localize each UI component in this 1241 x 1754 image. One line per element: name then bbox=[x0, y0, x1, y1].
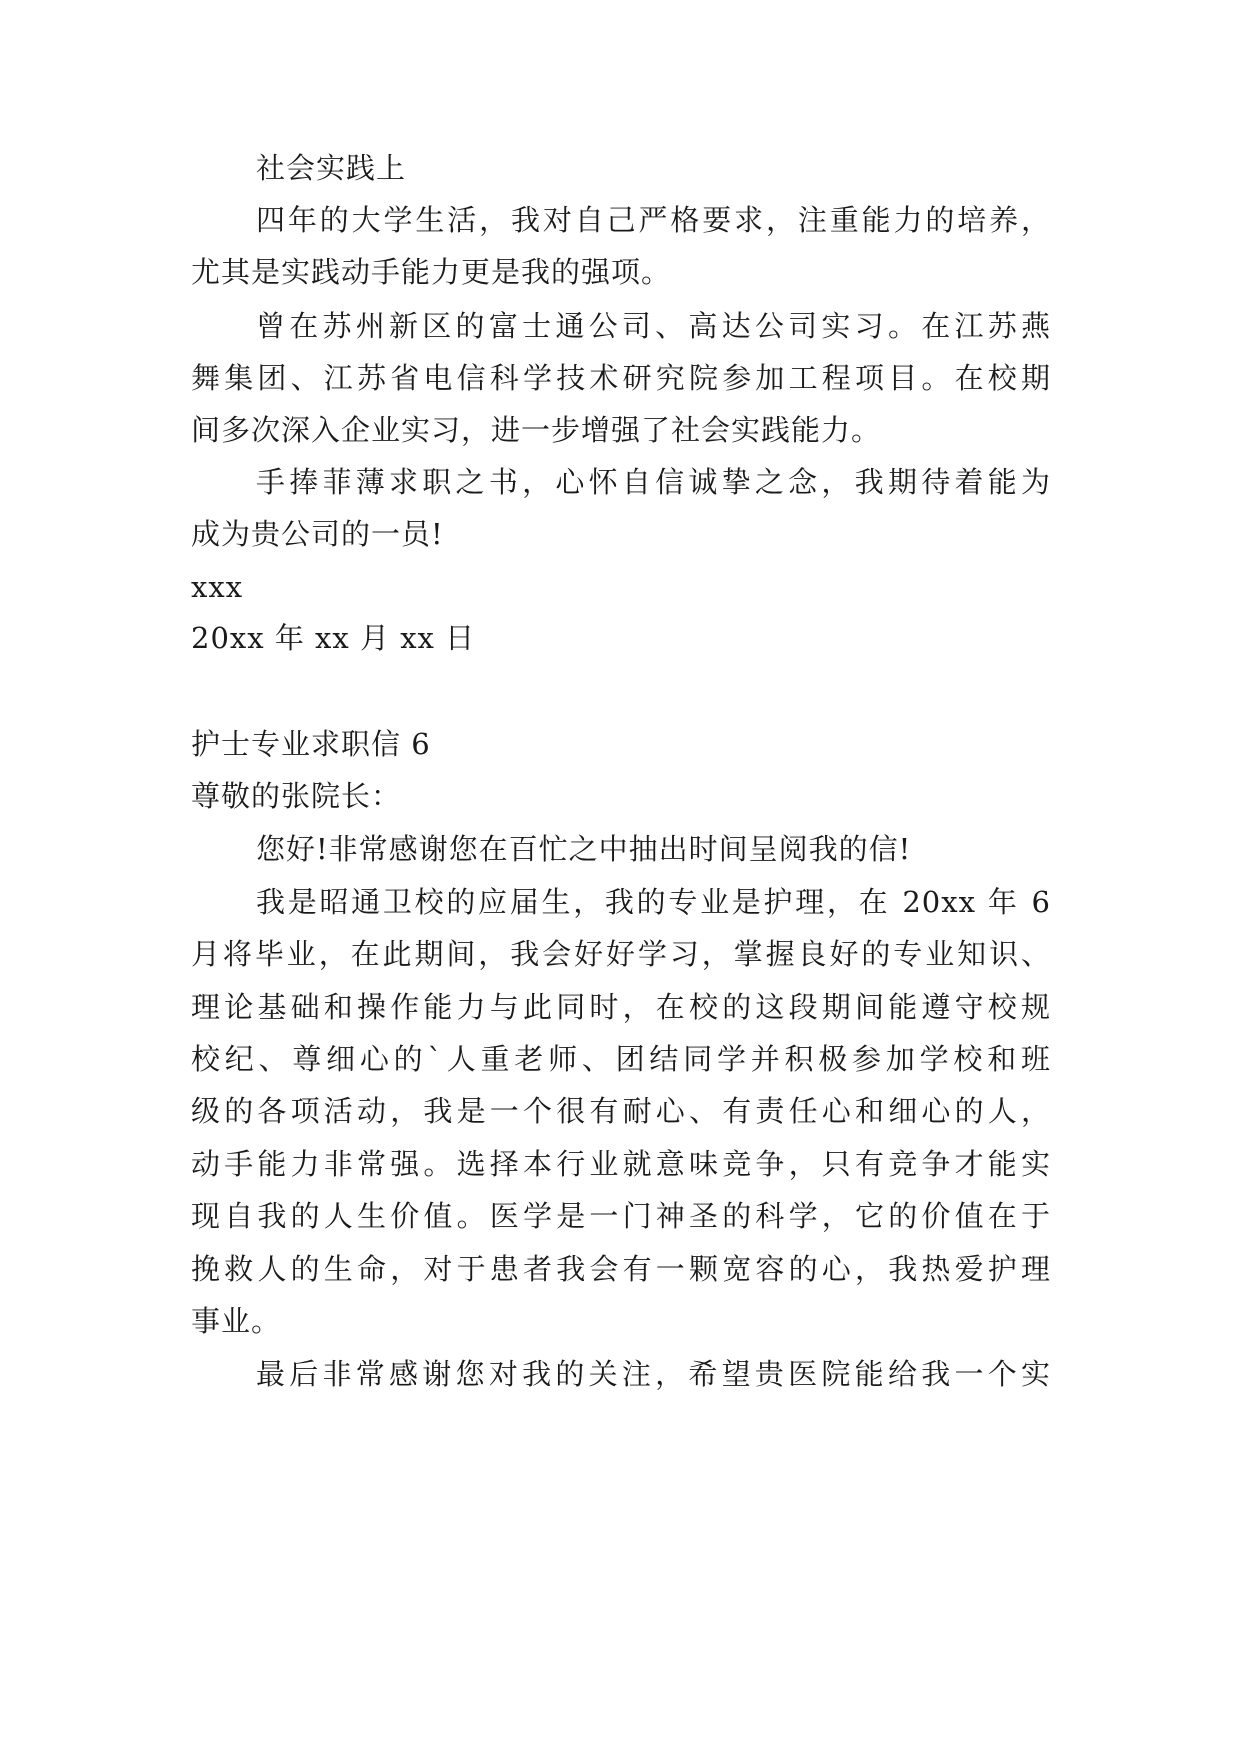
paragraph-line: 现自我的人生价值。医学是一门神圣的科学，它的价值在于 bbox=[191, 1199, 1051, 1233]
paragraph-line: 校纪、尊细心的`人重老师、团结同学并积极参加学校和班 bbox=[191, 1042, 1051, 1076]
paragraph-line: 间多次深入企业实习，进一步增强了社会实践能力。 bbox=[191, 413, 882, 447]
paragraph-line: 手捧菲薄求职之书，心怀自信诚挚之念，我期待着能为 bbox=[256, 465, 1051, 499]
paragraph-line: 挽救人的生命，对于患者我会有一颗宽容的心，我热爱护理 bbox=[191, 1252, 1051, 1286]
greeting: 您好!非常感谢您在百忙之中抽出时间呈阅我的信! bbox=[256, 832, 912, 866]
paragraph-line: 事业。 bbox=[191, 1304, 282, 1338]
section-heading: 社会实践上 bbox=[256, 151, 407, 185]
paragraph-line: 理论基础和操作能力与此同时，在校的这段期间能遵守校规 bbox=[191, 990, 1051, 1024]
paragraph-line: 月将毕业，在此期间，我会好好学习，掌握良好的专业知识、 bbox=[191, 937, 1051, 971]
paragraph-line: 最后非常感谢您对我的关注，希望贵医院能给我一个实 bbox=[256, 1357, 1051, 1391]
date: 20xx 年 xx 月 xx 日 bbox=[191, 621, 476, 655]
paragraph-line: 四年的大学生活，我对自己严格要求，注重能力的培养， bbox=[256, 203, 1051, 237]
paragraph-line: 我是昭通卫校的应届生，我的专业是护理，在 20xx 年 6 bbox=[256, 885, 1051, 919]
letter-title: 护士专业求职信 6 bbox=[191, 727, 431, 761]
paragraph-line: 曾在苏州新区的富士通公司、高达公司实习。在江苏燕 bbox=[256, 309, 1051, 343]
paragraph-line: 动手能力非常强。选择本行业就意味竞争，只有竞争才能实 bbox=[191, 1147, 1051, 1181]
paragraph-line: 级的各项活动，我是一个很有耐心、有责任心和细心的人， bbox=[191, 1094, 1051, 1128]
signature: xxx bbox=[191, 570, 244, 604]
paragraph-line: 尤其是实践动手能力更是我的强项。 bbox=[191, 255, 672, 289]
salutation: 尊敬的张院长： bbox=[191, 779, 402, 813]
paragraph-line: 舞集团、江苏省电信科学技术研究院参加工程项目。在校期 bbox=[191, 361, 1051, 395]
paragraph-line: 成为贵公司的一员! bbox=[191, 517, 444, 551]
